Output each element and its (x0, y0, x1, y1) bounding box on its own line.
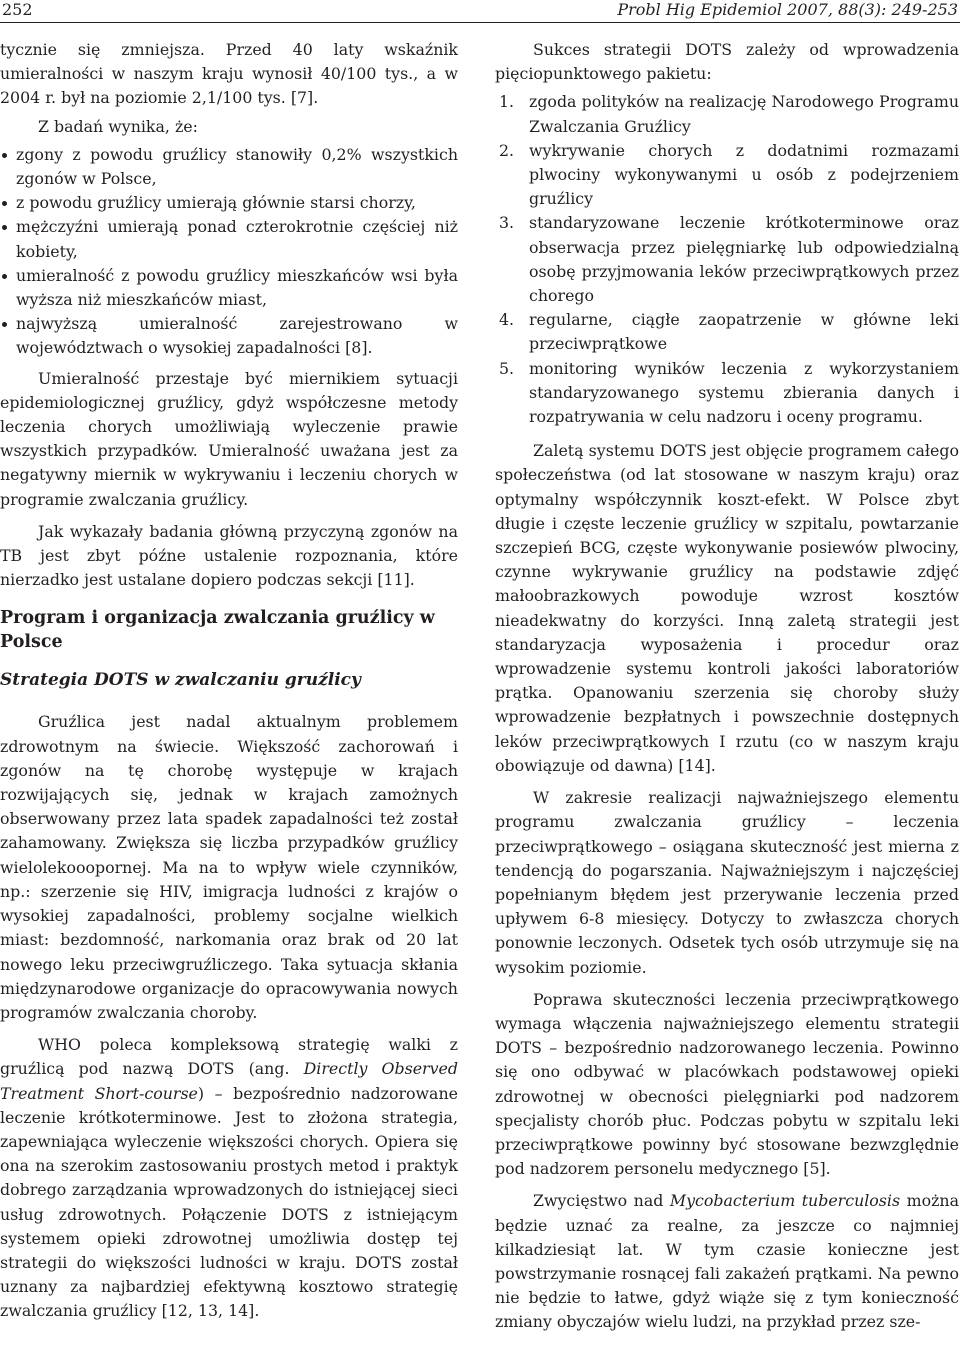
list-item (495, 308, 959, 356)
victory-text-start: Zwycięstwo nad (533, 1191, 670, 1211)
species-name-italic: Mycobacterium tuberculosis (669, 1191, 901, 1211)
list-item: umieralność z powodu gruźlicy mieszkańców wsi była wyższa niż mieszkańców miast, (0, 264, 458, 312)
who-paragraph (0, 1033, 458, 1323)
item-text: regularne, ciągłe zaopatrzenie w główne leki przeciwprątkowe (529, 310, 959, 354)
section-heading: Program i organizacja zwalczania gruźlicy w Polsce (0, 608, 435, 653)
who-term-italic: Directly Observed Treatment Short-course (0, 1059, 458, 1103)
who-text-end: ) – bezpośrednio nadzorowane leczenie krótkoterminowe. Jest to złożona strategia, zapewniająca wyleczenie większości chorych. Opiera się ona na szerokim zastosowaniu prostych metod i praktyk dobrego zarządzania wprowadzonych do istniejącej sieci usług zdrowotnych. Połączenie DOTS z istniejącym systemem opieki zdrowotnej umożliwia dostęp tej strategii do większości ludności w kraju. DOTS został uznany za najbardziej efektywną kosztowo strategię zwalczania gruźlicy [12, 13, 14]. (0, 1083, 458, 1321)
item-number: 2. (499, 140, 515, 160)
list-item (495, 357, 959, 430)
running-header (0, 0, 960, 22)
victory-paragraph (495, 1189, 959, 1334)
item-number: 4. (499, 310, 515, 330)
subsection-heading: Strategia DOTS w zwalczaniu gruźlicy (0, 670, 361, 691)
list-item: mężczyźni umierają ponad czterokrotnie częściej niż kobiety, (0, 215, 458, 263)
list-item: z powodu gruźlicy umierają głównie starsi chorzy, (0, 191, 458, 215)
item-text: zgoda polityków na realizację Narodowego Programu Zwalczania Gruźlicy (529, 92, 959, 136)
dots-package-list (495, 90, 959, 429)
findings-lead: Z badań wynika, że: (38, 116, 198, 136)
list-item: najwyższą umieralność zarejestrowano w województwach o wysokiej zapadalności [8]. (0, 312, 458, 360)
list-item (495, 90, 959, 138)
left-column (0, 38, 458, 1332)
improvement-paragraph: Poprawa skuteczności leczenia przeciwprątkowego wymaga włączenia najważniejszego elementu strategii DOTS – bezpośrednio nadzorowanego leczenia. Powinno się ono odbywać w placówkach podstawowej opieki zdrowotnej w obecności pielęgniarki pod nadzorem specjalisty chorób płuc. Podczas pobytu w szpitalu leki przeciwprątkowe powinny być stosowane bezwzględnie pod nadzorem personelu medycznego [5]. (495, 989, 959, 1179)
item-text: monitoring wyników leczenia z wykorzystaniem standaryzowanego systemu zbierania danych i rozpatrywania w celu nadzoru i oceny programu. (529, 358, 959, 427)
item-text: wykrywanie chorych z dodatnimi rozmazami plwociny wykonywanymi u osób z podejrzeniem gruźlicy (529, 140, 959, 209)
intro-paragraph: tycznie się zmniejsza. Przed 40 laty wskaźnik umieralności w naszym kraju wynosił 40/100 tys., a w 2004 r. był na poziomie 2,1/100 tys. [7]. (0, 40, 458, 108)
journal-reference: Probl Hig Epidemiol 2007, 88(3): 249-253 (617, 0, 958, 19)
causes-paragraph: Jak wykazały badania główną przyczyną zgonów na TB jest zbyt późne ustalenie rozpoznania, które nierzadko jest ustalane dopiero podczas sekcji [11]. (0, 521, 458, 590)
list-item: zgony z powodu gruźlicy stanowiły 0,2% wszystkich zgonów w Polsce, (0, 143, 458, 191)
findings-list (0, 143, 458, 361)
victory-text-end: można będzie uznać za realne, za jeszcze co najmniej kilkadziesiąt lat. W tym czasie konieczne jest powstrzymanie rosnącej fali zakażeń prątkami. Na pewno nie będzie to łatwe, gdyż wiąże się z tym konieczność zmiany obyczajów wielu ludzi, na przykład przez sze- (495, 1191, 959, 1332)
right-column (495, 38, 959, 1343)
item-number: 3. (499, 213, 515, 233)
problem-paragraph: Gruźlica jest nadal aktualnym problemem zdrowotnym na świecie. Większość zachorowań i zgonów na tę chorobę występuje w krajach rozwijających się, jednak w krajach zamożnych obserwowany przez lata spadek zapadalności też został zahamowany. Zwiększa się liczba przypadków gruźlicy wielolekooopornej. Ma na to wpływ wiele czynników, np.: szerzenie się HIV, imigracja ludności z krajów o wysokiej zapadalności, problemy socjalne wielkich miast: bezdomność, narkomania oraz brak od 20 lat nowego leku przeciwgruźliczego. Taka sytuacja skłania międzynarodowe organizacje do opracowywania nowych programów zwalczania choroby. (0, 712, 458, 1022)
advantage-paragraph: Zaletą systemu DOTS jest objęcie programem całego społeczeństwa (od lat stosowane w naszym kraju) oraz optymalny współczynnik koszt-efekt. W Polsce zbyt długie i częste leczenie gruźlicy w szpitalu, powtarzanie szczepień BCG, częste wykonywanie posiewów plwociny, czynne wykrywanie gruźlicy na podstawie zdjęć małoobrazkowych powoduje wzrost kosztów nieadekwatny do korzyści. Inną zaletą strategii jest standaryzacja wyposażenia i procedur oraz wprowadzenie systemu kontroli jakości laboratoriów prątka. Opanowaniu szerzenia się choroby służy wprowadzenie bezpłatnych i powszechnie dostępnych leków przeciwprątkowych I rzutu (co w naszym kraju obowiązuje od dawna) [14]. (495, 441, 959, 775)
item-number: 5. (499, 358, 515, 378)
header-rule (0, 22, 960, 23)
list-item (495, 139, 959, 212)
mortality-paragraph: Umieralność przestaje być miernikiem sytuacji epidemiologicznej gruźlicy, gdyż współczesne metody leczenia chorych umożliwiają wyleczenie prawie wszystkich przypadków. Umieralność uważana jest za negatywny miernik w wykrywaniu i leczeniu chorych w programie zwalczania gruźlicy. (0, 368, 458, 509)
item-text: standaryzowane leczenie krótkoterminowe oraz obserwacja przez pielęgniarkę lub odpowiedzialną osobę przyjmowania leków przeciwprątkowych przez chorego (529, 213, 959, 306)
success-paragraph: Sukces strategii DOTS zależy od wprowadzenia pięciopunktowego pakietu: (495, 40, 959, 84)
page-number: 252 (2, 0, 33, 19)
who-text-start: WHO poleca kompleksową strategię walki z gruźlicą pod nazwą DOTS (ang. (0, 1035, 458, 1079)
item-number: 1. (499, 92, 515, 112)
list-item (495, 211, 959, 308)
treatment-paragraph: W zakresie realizacji najważniejszego elementu programu zwalczania gruźlicy – leczenia przeciwprątkowego – osiągana skuteczność jest mierna z tendencją do pogarszania. Najważniejszym i najczęściej popełnianym błędem jest przerywanie leczenia przed upływem 6-8 miesięcy. Dotyczy to zwłaszcza chorych ponownie leczonych. Odsetek tych osób utrzymuje się na wysokim poziomie. (495, 788, 959, 977)
